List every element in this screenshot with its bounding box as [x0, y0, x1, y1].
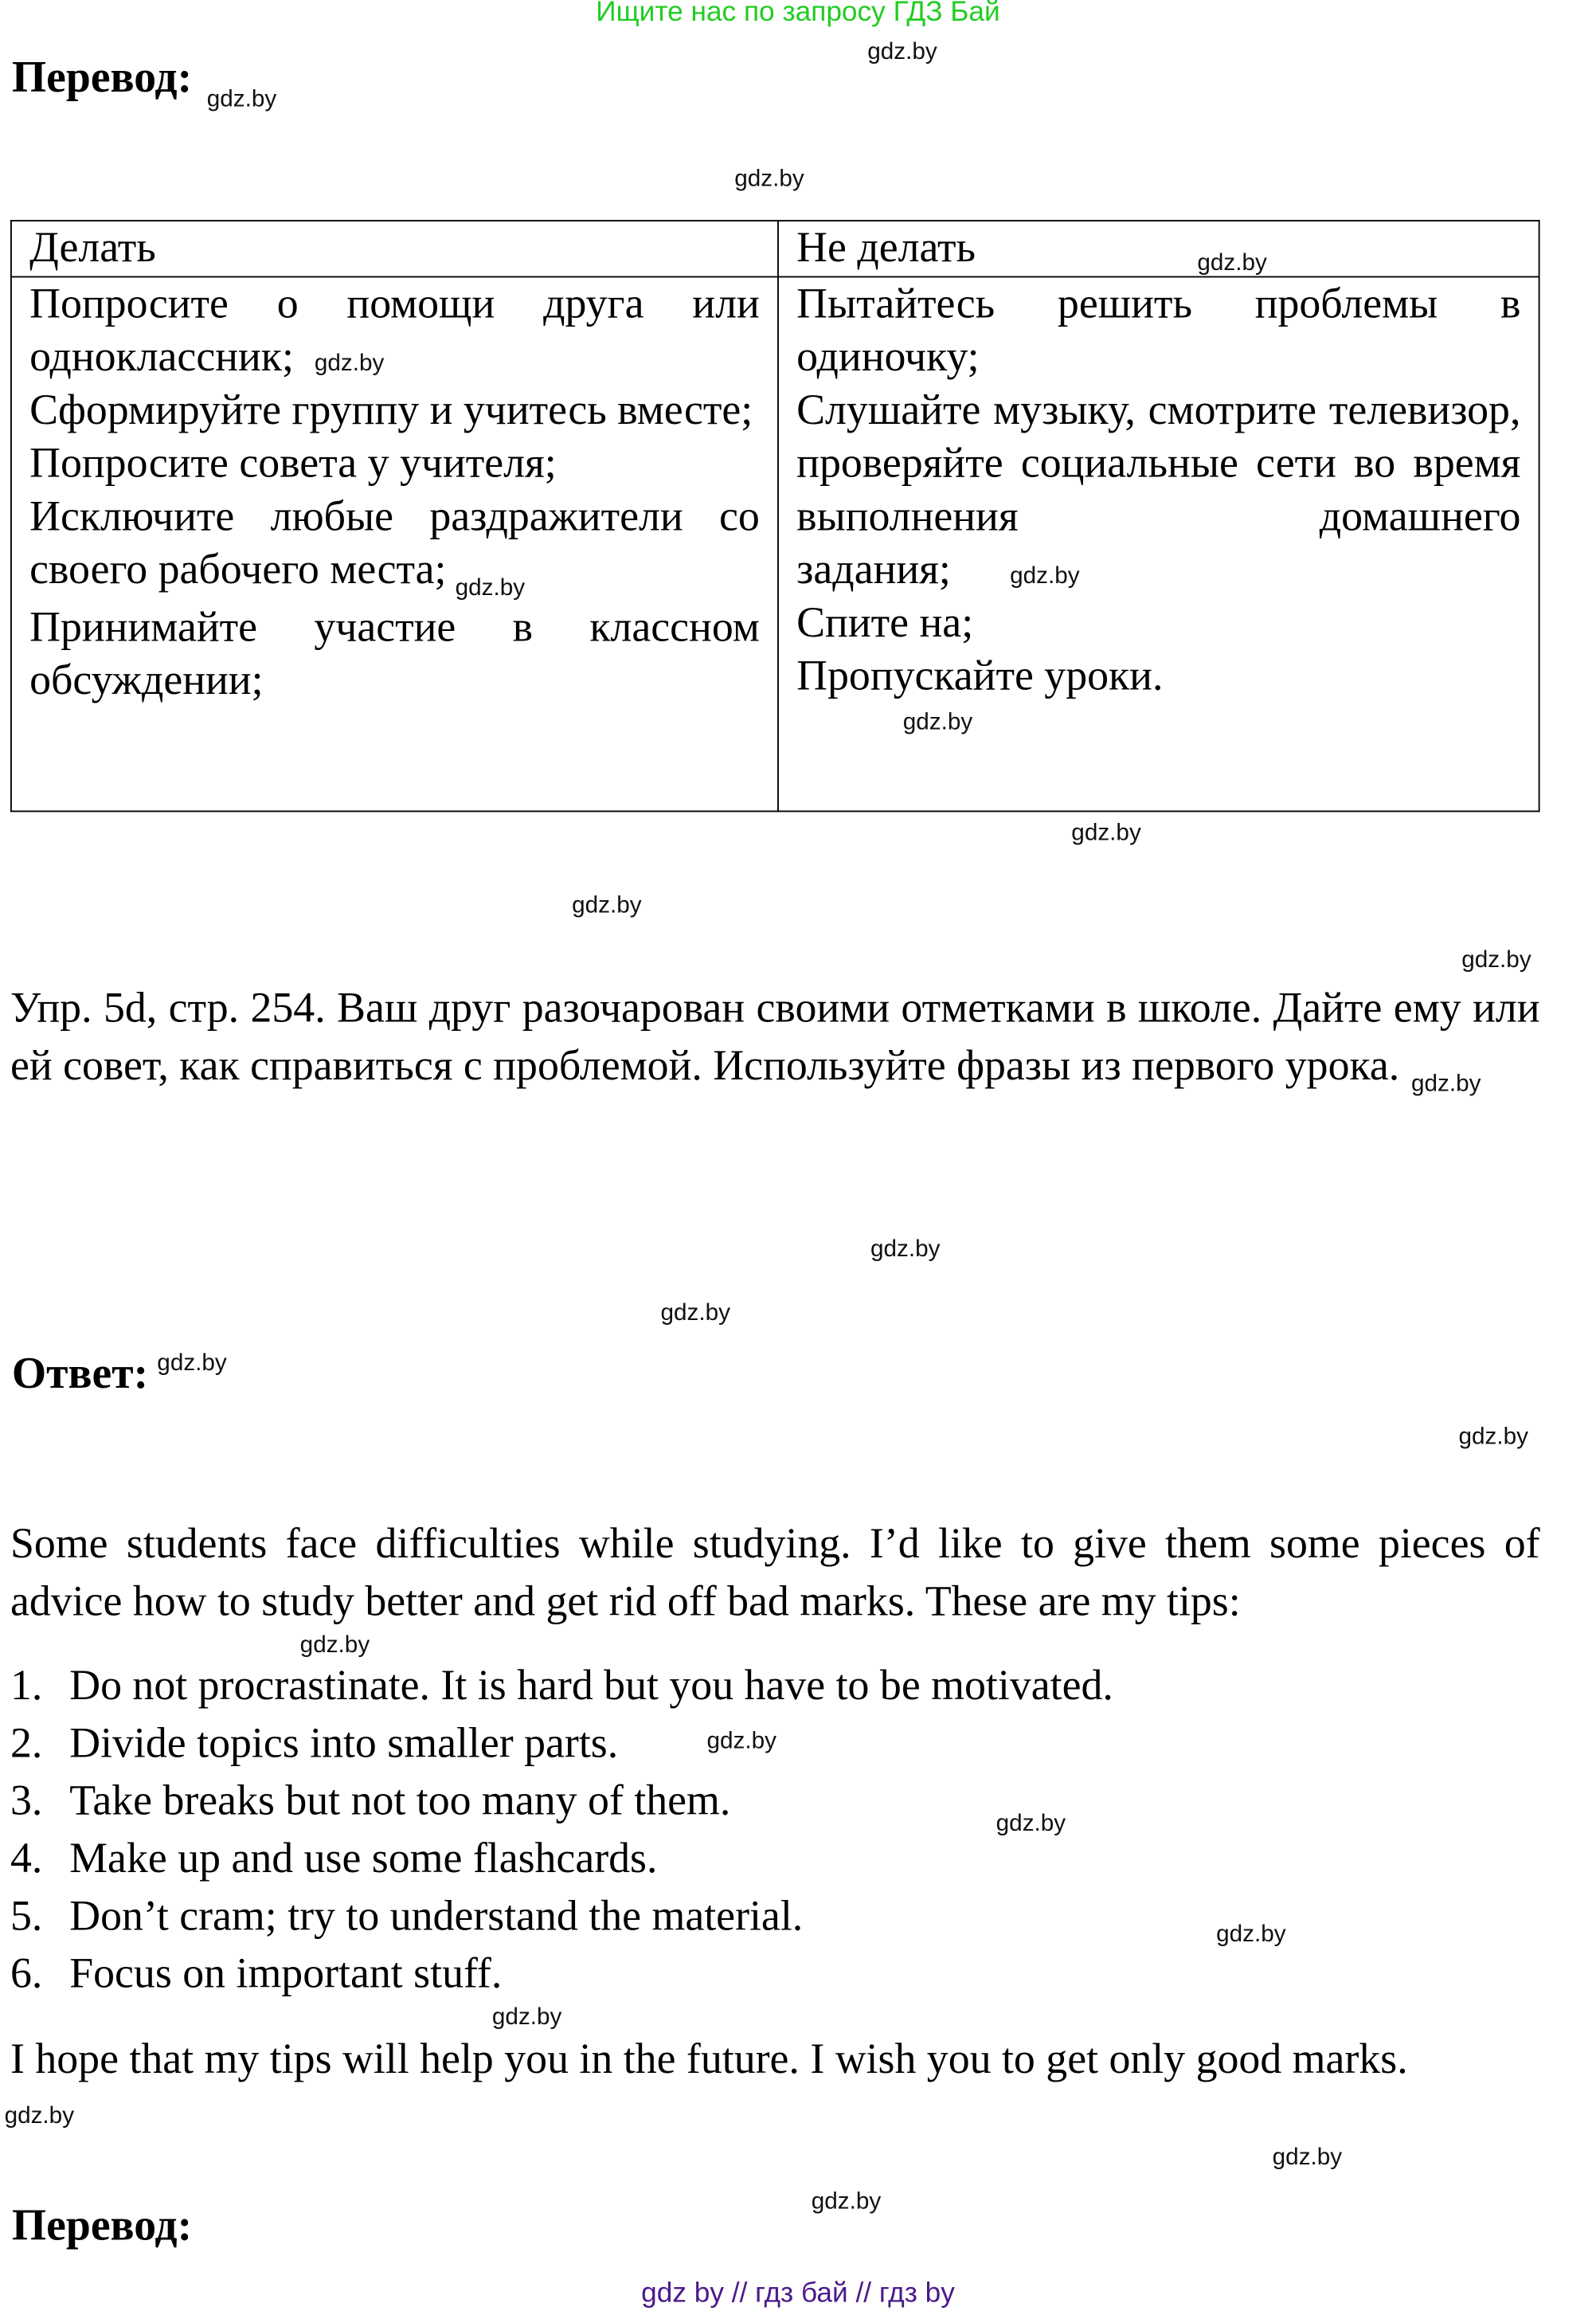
tip-number: 6.: [10, 1950, 43, 1998]
dont-cell: [778, 276, 1539, 811]
watermark: gdz.by: [455, 575, 526, 601]
watermark: gdz.by: [870, 1237, 941, 1263]
watermark: gdz.by: [299, 1632, 370, 1659]
watermark: gdz.by: [1010, 563, 1080, 590]
watermark: gdz.by: [1216, 1921, 1286, 1948]
column-header-dont: [778, 221, 1539, 276]
answer-heading: [12, 1349, 227, 1400]
do-item: [29, 277, 760, 383]
watermark: gdz.by: [1458, 1424, 1528, 1450]
tip-item: [10, 1831, 1113, 1888]
translation-heading-text: Перевод:: [11, 53, 193, 102]
watermark: gdz.by: [4, 2103, 75, 2129]
watermark: gdz.by: [660, 1300, 730, 1326]
dont-item: Пытайтесь решить проблемы в одиночку;: [796, 280, 1521, 382]
column-header-do: Делать: [11, 221, 778, 276]
watermark: gdz.by: [1071, 821, 1141, 846]
exercise-text-content: Упр. 5d, стр. 254. Ваш друг разочарован своими отметками в школе. Дайте ему или ей совет, как справиться с проблемой. Используйте фразы из первого урока.: [10, 985, 1540, 1090]
tip-item: [10, 1946, 1113, 2004]
watermark: gdz.by: [902, 710, 973, 735]
tip-number: 3.: [10, 1777, 43, 1825]
exercise-text: [10, 981, 1540, 1097]
watermark: gdz.by: [867, 40, 937, 65]
do-item-text: Исключите любые раздражители со своего рабочего места;: [29, 493, 760, 594]
tip-item: [10, 1888, 1113, 1945]
do-item: Принимайте участие в классном обсуждении;: [29, 603, 760, 705]
column-header-dont-text: Не делать: [796, 224, 976, 272]
dont-item: [796, 384, 1520, 597]
do-cell: [11, 276, 778, 811]
dont-item-text: Слушайте музыку, смотрите телевизор, проверяйте социальные сети во время выполнения домашнего задания;: [796, 386, 1521, 594]
tip-text: Focus on important stuff.: [69, 1950, 503, 1998]
tip-text: Make up and use some flashcards.: [69, 1835, 658, 1882]
tip-text: Do not procrastinate. It is hard but you have to be motivated.: [69, 1662, 1113, 1710]
watermark: gdz.by: [734, 166, 804, 192]
tip-number: 4.: [10, 1835, 43, 1882]
tip-text: Take breaks but not too many of them.: [69, 1777, 731, 1825]
do-item: Сформируйте группу и учитесь вместе;: [29, 386, 753, 434]
answer-heading-text: Ответ:: [11, 1349, 149, 1399]
watermark: gdz.by: [1411, 1071, 1481, 1098]
search-banner: Ищите нас по запросу ГДЗ Бай: [596, 0, 1000, 29]
watermark: gdz.by: [1272, 2145, 1343, 2171]
do-item: Попросите совета у учителя;: [29, 440, 557, 488]
tip-number: 2.: [10, 1720, 43, 1768]
watermark: gdz.by: [996, 1811, 1066, 1837]
footer-links[interactable]: gdz by // гдз бай // гдз by: [641, 2278, 955, 2309]
tip-item: [10, 1773, 1113, 1831]
do-item-text: Попросите о помощи друга или одноклассник;: [29, 280, 760, 382]
do-dont-table: [10, 220, 1540, 812]
watermark: gdz.by: [491, 2004, 562, 2031]
dont-item: Спите на;: [796, 599, 974, 647]
tip-text: Divide topics into smaller parts.: [69, 1720, 619, 1768]
watermark: gdz.by: [206, 87, 277, 112]
tip-number: 5.: [10, 1892, 43, 1941]
watermark: gdz.by: [572, 893, 642, 919]
tip-item: [10, 1716, 1113, 1773]
answer-intro: Some students face difficulties while studying. I’d like to give them some pieces of advice how to study better and get rid off bad marks. These are my tips:: [10, 1520, 1540, 1626]
watermark: gdz.by: [314, 351, 385, 377]
watermark: gdz.by: [706, 1729, 777, 1754]
translation-heading-2: Перевод:: [11, 2201, 193, 2250]
answer-closing: I hope that my tips will help you in the future. I wish you to get only good marks.: [10, 2035, 1408, 2084]
tip-number: 1.: [10, 1662, 43, 1710]
watermark: gdz.by: [811, 2189, 882, 2215]
do-item: [29, 490, 760, 601]
tip-item: [10, 1658, 1113, 1715]
watermark: gdz.by: [157, 1350, 227, 1377]
watermark: gdz.by: [1461, 947, 1531, 973]
tips-list: [10, 1658, 1113, 2004]
tip-text: Don’t cram; try to understand the material.: [69, 1892, 804, 1941]
watermark: gdz.by: [1197, 251, 1267, 276]
translation-heading: [12, 53, 276, 112]
dont-item: Пропускайте уроки.: [796, 652, 1164, 700]
